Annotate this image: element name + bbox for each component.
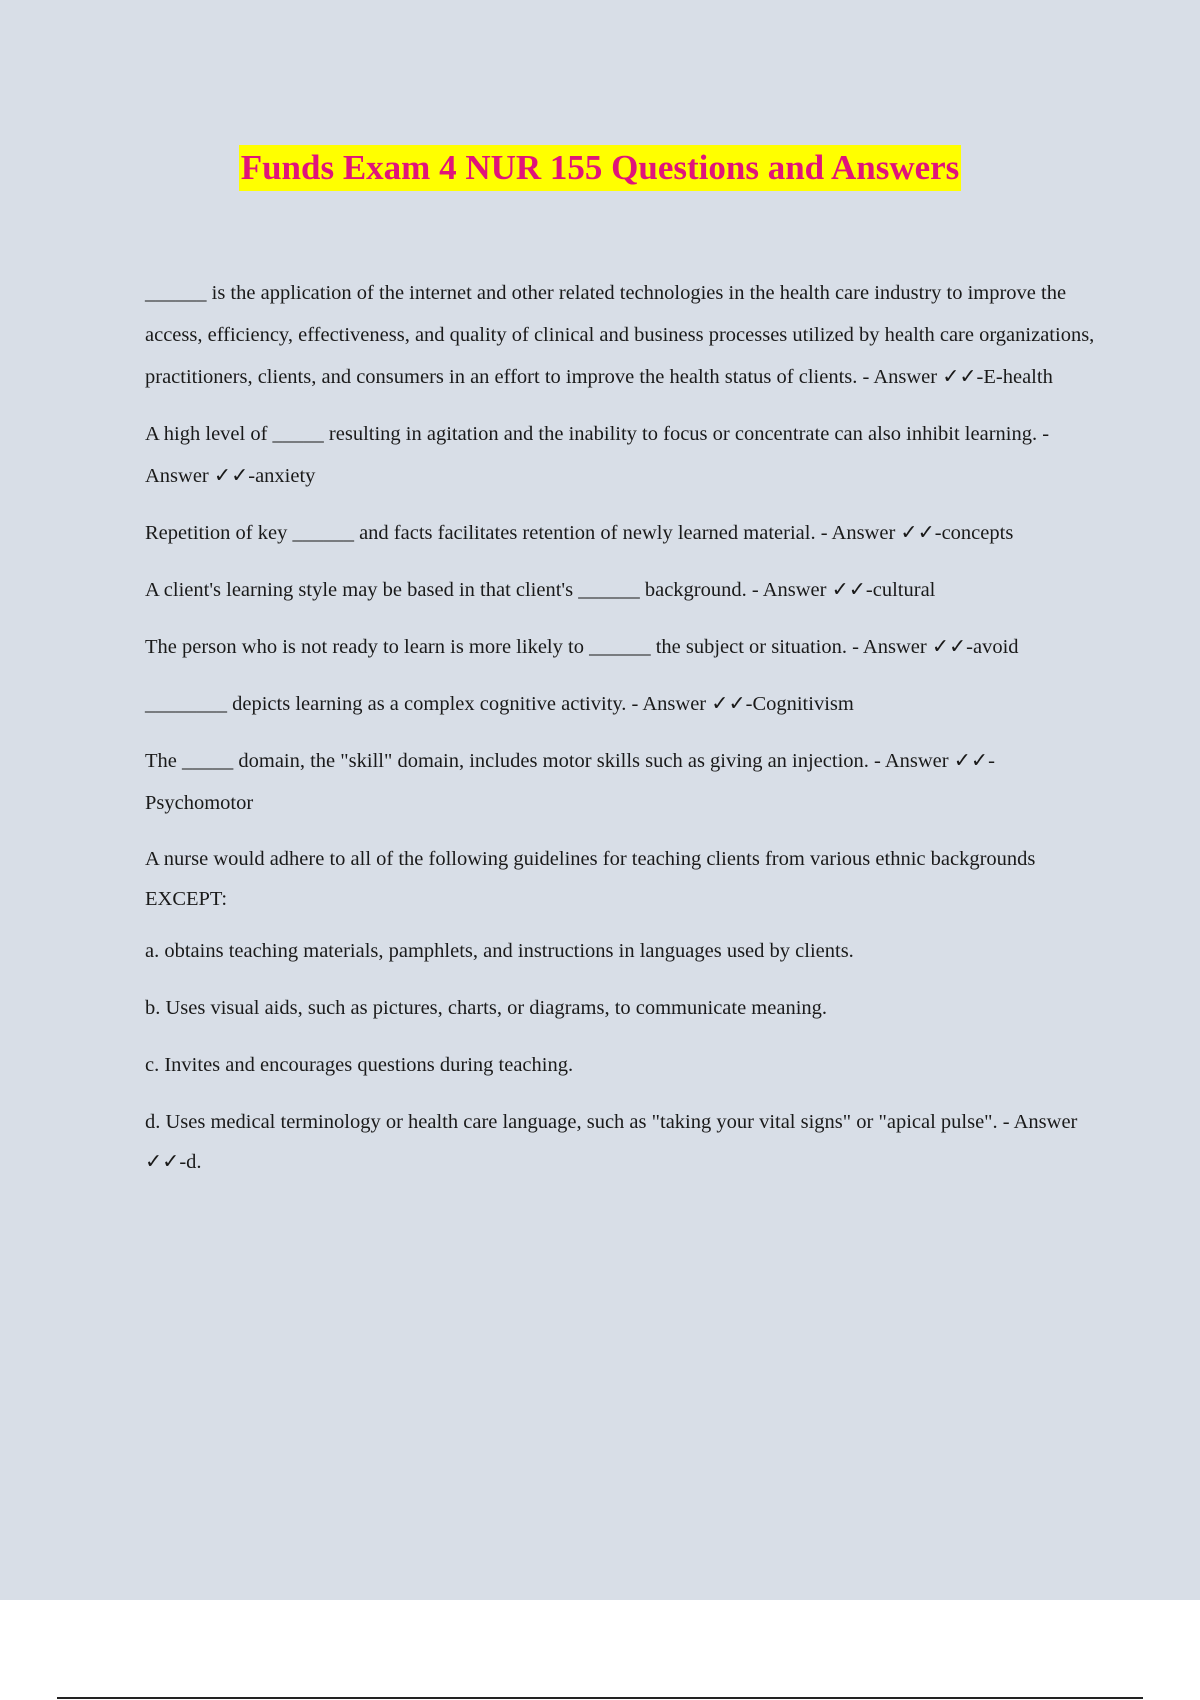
title-container [0,145,1200,191]
option-d: d. Uses medical terminology or health care language, such as "taking your vital signs" or "apical pulse". - Answer ✓✓-d. [145,1111,1078,1173]
question-5: The person who is not ready to learn is more likely to ______ the subject or situation. - Answer ✓✓-avoid [145,636,1019,658]
option-a: a. obtains teaching materials, pamphlets, and instructions in languages used by clients. [145,940,854,962]
question-7: The _____ domain, the "skill" domain, includes motor skills such as giving an injection. - Answer ✓✓-Psychomotor [145,750,995,814]
footer-divider [57,1697,1143,1699]
page-title: Funds Exam 4 NUR 155 Questions and Answers [239,145,962,191]
option-b: b. Uses visual aids, such as pictures, charts, or diagrams, to communicate meaning. [145,997,828,1019]
option-c: c. Invites and encourages questions during teaching. [145,1054,574,1076]
question-4: A client's learning style may be based in that client's ______ background. - Answer ✓✓-cultural [145,579,936,601]
question-3: Repetition of key ______ and facts facilitates retention of newly learned material. - Answer ✓✓-concepts [145,522,1014,544]
question-8: A nurse would adhere to all of the following guidelines for teaching clients from various ethnic backgrounds EXCEPT: [145,848,1036,910]
document-body [145,272,1095,1199]
question-6: ________ depicts learning as a complex cognitive activity. - Answer ✓✓-Cognitivism [145,693,854,715]
question-2: A high level of _____ resulting in agitation and the inability to focus or concentrate can also inhibit learning. - Answer ✓✓-anxiety [145,423,1050,487]
question-1: ______ is the application of the internet and other related technologies in the health care industry to improve the access, efficiency, effectiveness, and quality of clinical and business processes utilized by health care organizations, practitioners, clients, and consumers in an effort to improve the health status of clients. - Answer ✓✓-E-health [145,282,1095,388]
